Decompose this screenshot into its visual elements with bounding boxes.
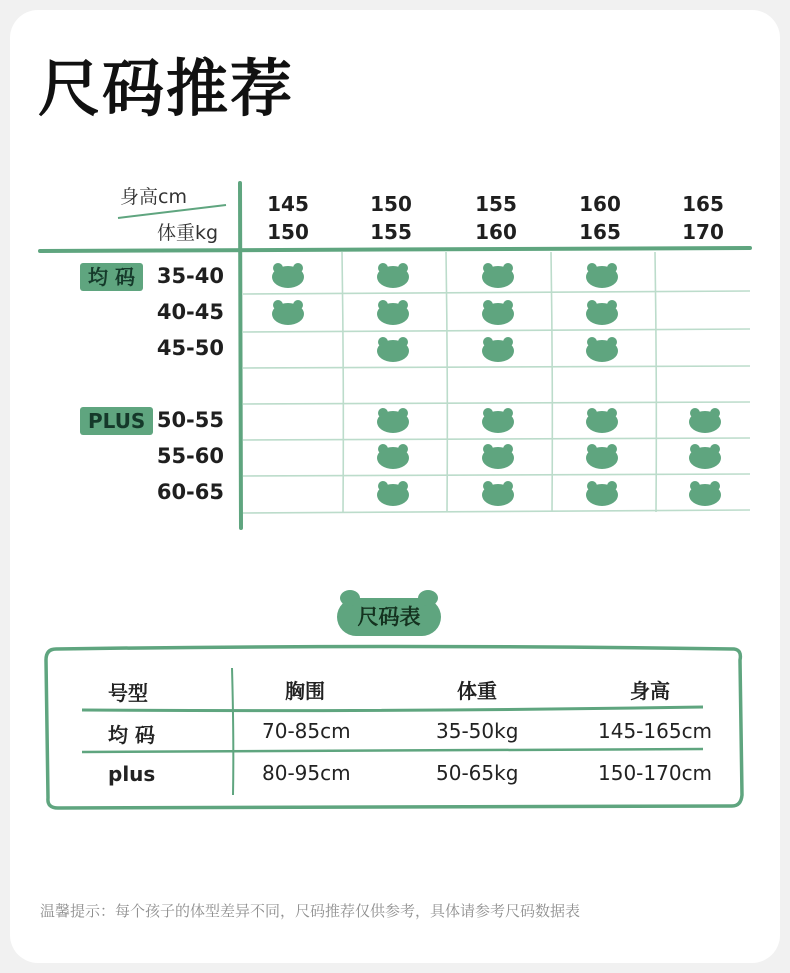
badge-left-ear bbox=[340, 590, 360, 606]
bear-face-icon bbox=[584, 406, 620, 434]
badge-right-ear bbox=[418, 590, 438, 606]
size-table-cell: 150-170cm bbox=[598, 761, 713, 785]
tag-plus-size: PLUS bbox=[80, 407, 153, 435]
bear-face-icon bbox=[687, 442, 723, 470]
column-height-max: 165 bbox=[579, 220, 621, 244]
row-weight-label: 40-45 bbox=[156, 300, 224, 324]
column-header bbox=[351, 190, 431, 246]
column-height-min: 160 bbox=[579, 192, 621, 216]
height-axis-label: 身高cm bbox=[120, 186, 187, 208]
column-height-max: 155 bbox=[370, 220, 412, 244]
vertical-axis bbox=[240, 183, 241, 528]
size-table-header: 号型 bbox=[108, 681, 148, 705]
size-table-badge: 尺码表 bbox=[337, 598, 441, 636]
bear-face-icon bbox=[480, 442, 516, 470]
bear-face-icon bbox=[375, 298, 411, 326]
size-table-header: 胸围 bbox=[285, 679, 325, 703]
bear-face-icon bbox=[375, 335, 411, 363]
column-height-max: 160 bbox=[475, 220, 517, 244]
size-table-header: 身高 bbox=[630, 679, 670, 703]
bear-face-icon bbox=[270, 261, 306, 289]
column-height-min: 150 bbox=[370, 192, 412, 216]
column-header bbox=[248, 190, 328, 246]
row-weight-label: 35-40 bbox=[156, 264, 224, 288]
size-table-cell: 70-85cm bbox=[262, 719, 351, 743]
bear-face-icon bbox=[584, 298, 620, 326]
tag-standard-size: 均 码 bbox=[80, 263, 143, 291]
row-weight-label: 45-50 bbox=[156, 336, 224, 360]
bear-face-icon bbox=[584, 479, 620, 507]
bear-face-icon bbox=[375, 479, 411, 507]
bear-face-icon bbox=[480, 479, 516, 507]
size-table-cell: 均 码 bbox=[108, 723, 155, 747]
column-header bbox=[456, 190, 536, 246]
bear-face-icon bbox=[480, 406, 516, 434]
horizontal-axis bbox=[40, 248, 750, 251]
bear-face-icon bbox=[687, 479, 723, 507]
page-title: 尺码推荐 bbox=[38, 52, 295, 125]
size-table-cell: 50-65kg bbox=[436, 761, 519, 785]
size-table-divider bbox=[232, 668, 233, 795]
column-height-max: 150 bbox=[267, 220, 309, 244]
column-header bbox=[560, 190, 640, 246]
column-header bbox=[663, 190, 743, 246]
column-height-max: 170 bbox=[682, 220, 724, 244]
bear-face-icon bbox=[480, 261, 516, 289]
bear-face-icon bbox=[584, 261, 620, 289]
size-table-header: 体重 bbox=[457, 679, 497, 703]
row-weight-label: 55-60 bbox=[156, 444, 224, 468]
size-table-row-line bbox=[82, 749, 703, 752]
size-table-cell: plus bbox=[108, 762, 156, 786]
size-table-header-line bbox=[82, 707, 703, 711]
bear-face-icon bbox=[375, 261, 411, 289]
bear-face-icon bbox=[584, 442, 620, 470]
size-table-cell: 35-50kg bbox=[436, 719, 519, 743]
footer-note: 温馨提示：每个孩子的体型差异不同，尺码推荐仅供参考，具体请参考尺码数据表 bbox=[40, 902, 581, 920]
column-lines bbox=[342, 252, 656, 512]
column-height-min: 165 bbox=[682, 192, 724, 216]
bear-face-icon bbox=[687, 406, 723, 434]
bear-face-icon bbox=[375, 442, 411, 470]
bear-face-icon bbox=[480, 298, 516, 326]
weight-axis-label: 体重kg bbox=[157, 222, 219, 244]
bear-face-icon bbox=[270, 298, 306, 326]
bear-face-icon bbox=[480, 335, 516, 363]
row-weight-label: 50-55 bbox=[156, 408, 224, 432]
column-height-min: 145 bbox=[267, 192, 309, 216]
bear-face-icon bbox=[584, 335, 620, 363]
size-table-cell: 145-165cm bbox=[598, 719, 713, 743]
bear-face-icon bbox=[375, 406, 411, 434]
size-table-cell: 80-95cm bbox=[262, 761, 351, 785]
row-weight-label: 60-65 bbox=[156, 480, 224, 504]
column-height-min: 155 bbox=[475, 192, 517, 216]
